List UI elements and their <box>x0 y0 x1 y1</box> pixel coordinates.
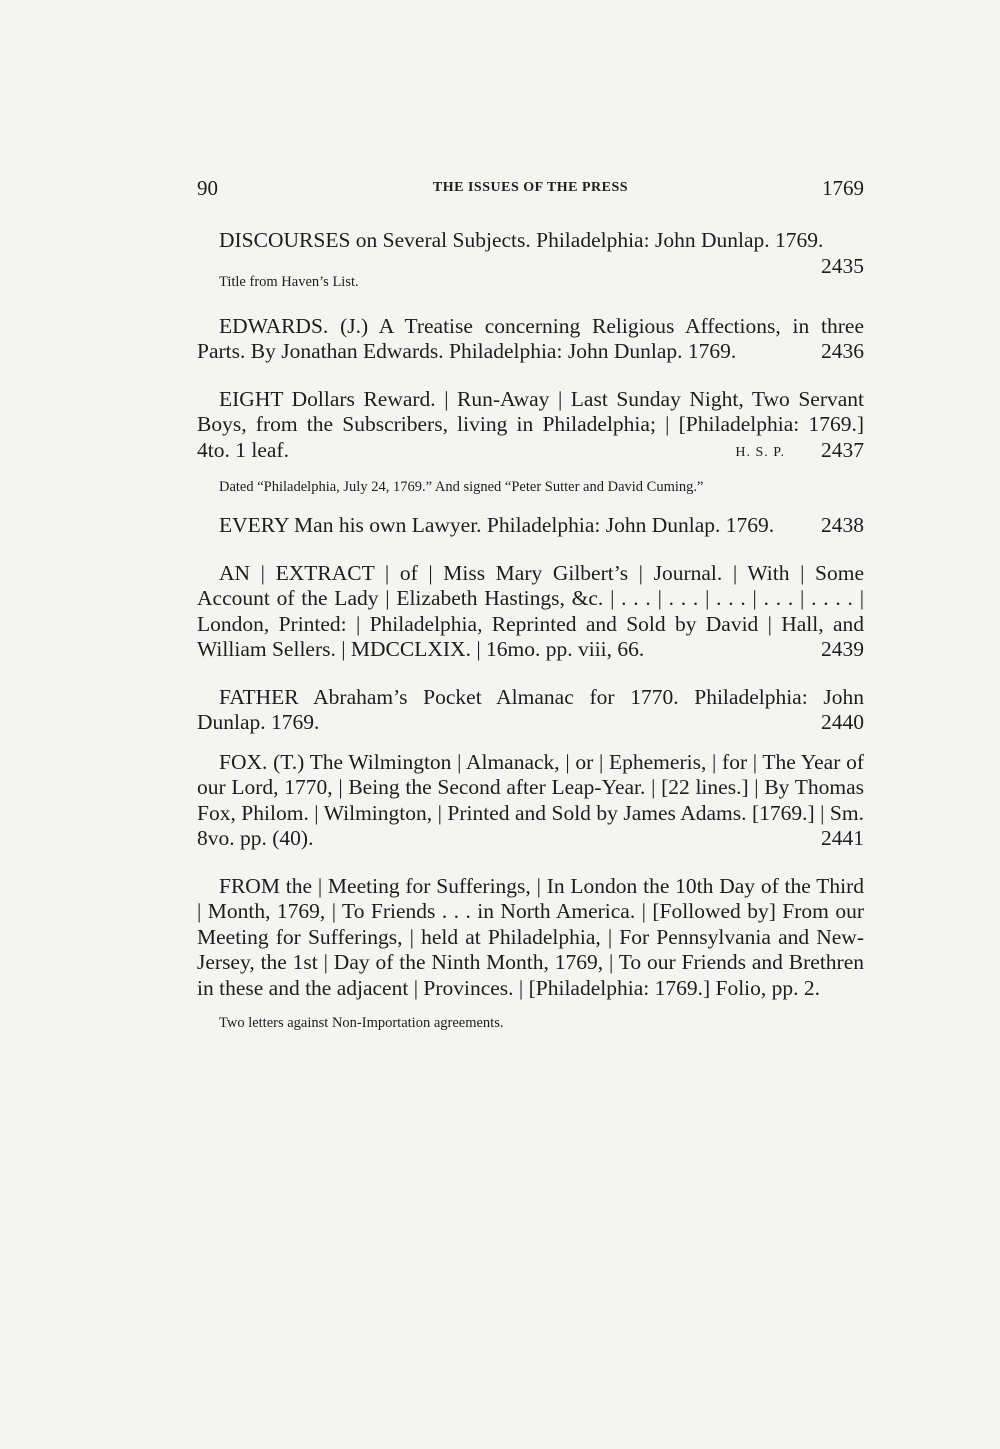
page-number: 90 <box>197 176 218 200</box>
entry-2437 <box>197 387 864 464</box>
entry-number: 2437 <box>821 437 864 462</box>
entry-2438 <box>197 513 864 539</box>
entry-text: EVERY Man his own Lawyer. Philadelphia: John Dunlap. 1769. <box>219 513 775 537</box>
entry-2441 <box>197 750 864 852</box>
running-head <box>197 170 864 206</box>
entry-text: FOX. (T.) The Wilmington | Almanack, | or | Ephemeris, | for | The Year of our Lord, 1770, | Being the Second after Leap-Year. | [22 lines.] | By Thomas Fox, Philom. | Wilmington, | Printed and Sold by James Adams. [1769.] | Sm. 8vo. pp. (40). <box>197 749 864 850</box>
entry-note: Title from Haven’s List. <box>219 273 359 290</box>
entry-2440 <box>197 685 864 736</box>
entry-text: EDWARDS. (J.) A Treatise concerning Religious Affections, in three Parts. By Jonathan Edwards. Philadelphia: John Dunlap. 1769. <box>197 313 864 363</box>
running-title: THE ISSUES OF THE PRESS <box>432 180 629 195</box>
entry-number: 2440 <box>821 710 864 734</box>
entry-text: AN | EXTRACT | of | Miss Mary Gilbert’s | Journal. | With | Some Account of the Lady | Elizabeth Hastings, &c. | . . . | . . . | . . . | . . . | . . . . | London, Printed: | Philadelphia, Reprinted and Sold by David | Hall, and William Sellers. | MDCCLXIX. | 16mo. pp. viii, 66. <box>197 560 864 661</box>
entry-note: Dated “Philadelphia, July 24, 1769.” And signed “Peter Sutter and David Cuming.” <box>219 479 704 495</box>
entry-2439 <box>197 561 864 663</box>
entry-2436 <box>197 314 864 365</box>
entry-text: FROM the | Meeting for Sufferings, | In London the 10th Day of the Third | Month, 1769, | To Friends . . . in North America. | [Followed by] From our Meeting for Sufferings, | held at Philadelphia, | For Pennsylvania and New-Jersey, the 1st | Day of the Ninth Month, 1769, | To our Friends and Brethren in these and the adjacent | Provinces. | [Philadelphia: 1769.] Folio, pp. 2. <box>197 873 864 1000</box>
entry-note: Two letters against Non-Importation agreements. <box>219 1015 504 1031</box>
entry-text: EIGHT Dollars Reward. | Run-Away | Last Sunday Night, Two Servant Boys, from the Subscribers, living in Philadelphia; | [Philadelphia: 1769.] 4to. 1 leaf. <box>197 386 864 462</box>
running-year: 1769 <box>822 176 864 200</box>
entry-text: FATHER Abraham’s Pocket Almanac for 1770. Philadelphia: John Dunlap. 1769. <box>197 684 864 734</box>
book-page <box>197 170 864 1033</box>
location-mark: H. S. P. <box>735 444 785 460</box>
entry-text: DISCOURSES on Several Subjects. Philadelphia: John Dunlap. 1769. <box>219 228 824 252</box>
entry-2435 <box>197 228 864 278</box>
entry-number: 2435 <box>821 253 864 278</box>
entry-number: 2439 <box>821 637 864 661</box>
entry-number: 2441 <box>821 826 864 850</box>
entry-number: 2438 <box>821 513 864 537</box>
entry-number: 2436 <box>821 339 864 363</box>
entry-from-the-meeting <box>197 874 864 1002</box>
